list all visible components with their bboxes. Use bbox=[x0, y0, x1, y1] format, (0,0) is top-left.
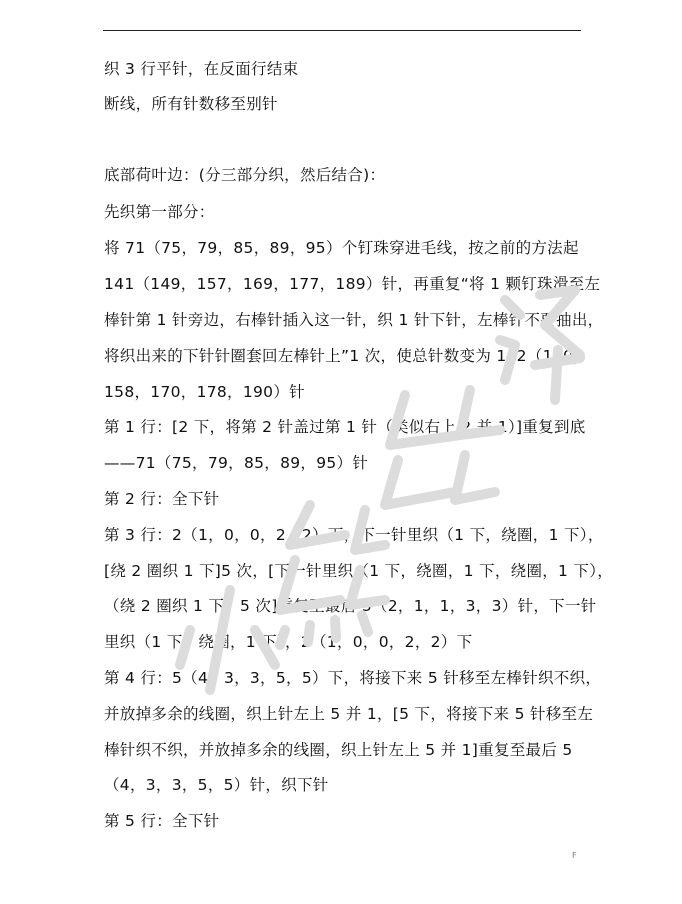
header-rule bbox=[103, 30, 581, 31]
section-heading: 底部荷叶边：(分三部分织，然后结合)： bbox=[104, 166, 386, 184]
text-line: 第 3 行：2（1，0，0，2，2）下，下一针里织（1 下，绕圈，1 下）， bbox=[104, 526, 604, 544]
text-line: 棒针第 1 针旁边，右棒针插入这一针，织 1 针下针，左棒针不要抽出， bbox=[104, 311, 604, 329]
text-line: （4，3，3，5，5）针，织下针 bbox=[104, 776, 329, 794]
text-line: 141（149，157，169，177，189）针，再重复“将 1 颗钉珠滑至左 bbox=[104, 275, 601, 293]
text-line: （绕 2 圈织 1 下）5 次]重复至最后 3（2，1，1，3，3）针，下一针 bbox=[104, 597, 597, 615]
text-line: 里织（1 下，绕圈，1 下），2（1，0，0，2，2）下 bbox=[104, 633, 473, 651]
text-line: 棒针织不织，并放掉多余的线圈，织上针左上 5 并 1]重复至最后 5 bbox=[104, 741, 573, 759]
text-line: 并放掉多余的线圈，织上针左上 5 并 1，[5 下，将接下来 5 针移至左 bbox=[104, 705, 594, 723]
text-line: 158，170，178，190）针 bbox=[104, 383, 305, 401]
text-line: 第 1 行：[2 下，将第 2 针盖过第 1 针（类似右上 2 并 1）]重复到底 bbox=[104, 418, 586, 436]
text-line: 第 4 行：5（4，3，3，5，5）下，将接下来 5 针移至左棒针织不织， bbox=[104, 669, 602, 687]
text-line: 第 5 行：全下针 bbox=[104, 812, 220, 830]
text-line: 将 71（75，79，85，89，95）个钉珠穿进毛线，按之前的方法起 bbox=[104, 239, 579, 257]
text-line: ——71（75，79，85，89，95）针 bbox=[104, 454, 369, 472]
text-line: 织 3 行平针，在反面行结束 bbox=[104, 60, 299, 78]
text-line: 将织出来的下针针圈套回左棒针上”1 次，使总针数变为 142（150， bbox=[104, 347, 589, 365]
text-line: [绕 2 圈织 1 下]5 次，[下一针里织（1 下，绕圈，1 下，绕圈，1 下）， bbox=[104, 562, 614, 580]
text-line: 断线，所有针数移至别针 bbox=[104, 95, 278, 113]
page-marker: F bbox=[572, 851, 577, 860]
text-line: 先织第一部分： bbox=[104, 203, 215, 221]
text-line: 第 2 行：全下针 bbox=[104, 490, 220, 508]
